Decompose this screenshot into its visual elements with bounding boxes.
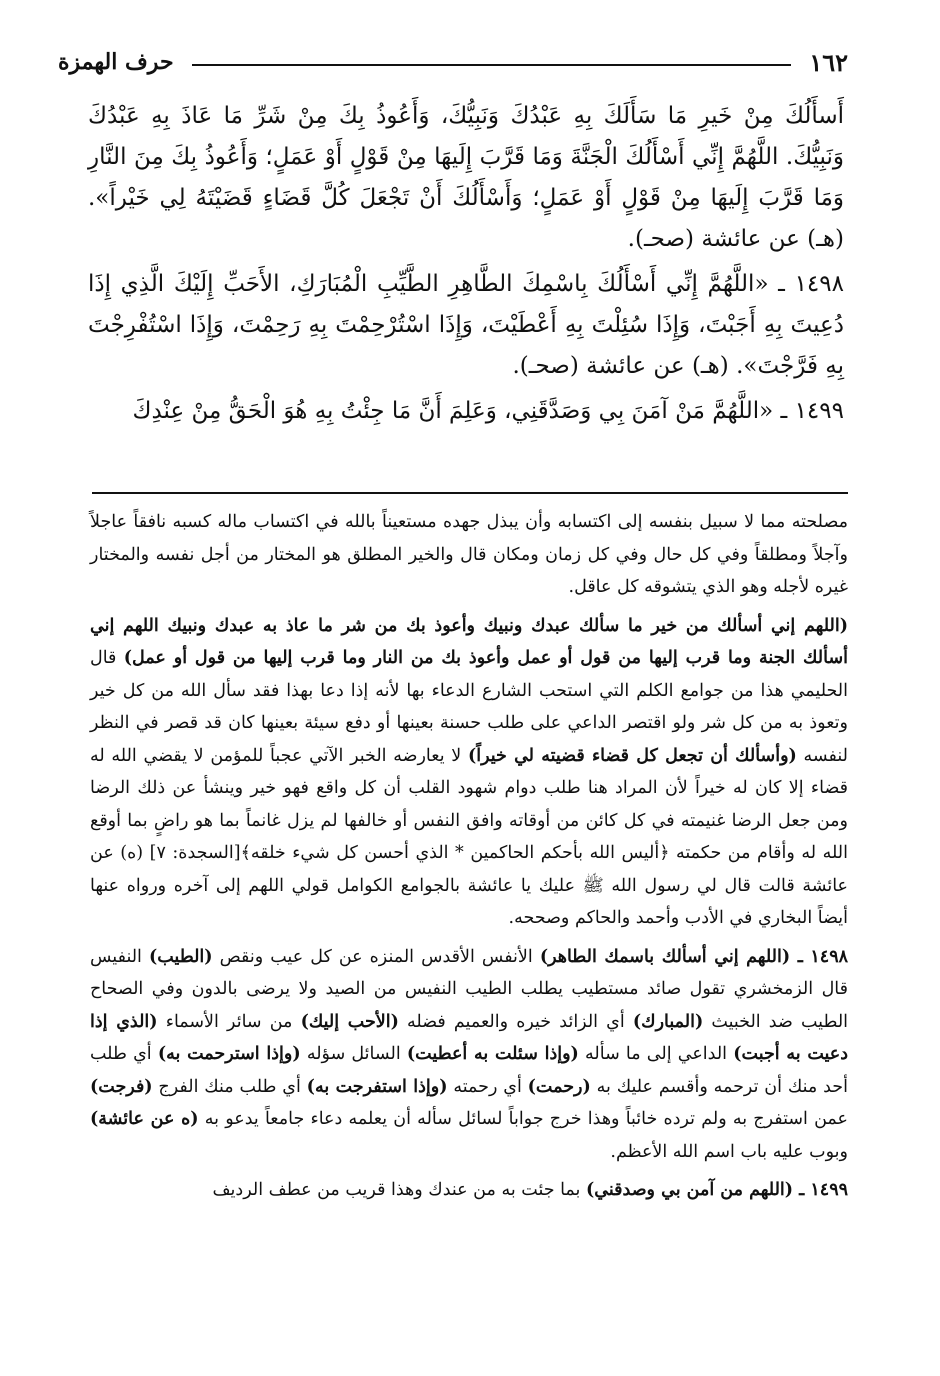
commentary-text: لا يعارضه الخبر الآتي عجباً للمؤمن لا يقضي الله له قضاء إلا كان له خيراً لأن المراد هنا طلب دوام شهود القلب أن كل واقع فهو خير وينشأ عن ذلك الرضا ومن جعل الرضا غنيمته في كل كائن من أوقاته وافق النفس أو خالفها لم يزل غانماً بما هو راضٍ بما أوقع الله له وأقام من حكمته ﴿أليس الله بأحكم الحاكمين * الذي أحسن كل شيء خلقه﴾[السجدة: ٧] (ه) عن عائشة قالت قال لي رسول الله ﷺ عليك يا عائشة بالجوامع الكوامل قولي اللهم إلى آخره ورواه عنها أيضاً البخاري في الأدب وأحمد والحاكم وصححه.	[90, 745, 849, 928]
commentary-text: الأنفس الأقدس المنزه عن كل عيب ونقص	[212, 946, 540, 967]
commentary-text: النفيس قال الزمخشري تقول صائد مستطيب يطلب الطيب النفيس من الصيد ولا يرضى بالدون وفي الصحاح الطيب ضد الخبيث	[90, 946, 849, 1032]
commentary-paragraph-1: مصلحته مما لا سبيل بنفسه إلى اكتسابه وأن يبذل جهده مستعيناً بالله في اكتساب ماله كسبه نافقاً عاجلاً وآجلاً ومطلقاً وفي كل حال وفي كل زمان ومكان قال والخير المطلق هو المختار من أجل نفسه والمختار غيره لأجله وهو الذي يتشوقه كل عاقل.	[90, 512, 848, 597]
quoted-hadith: (وإذا سئلت به أعطيت)	[406, 1044, 579, 1064]
quoted-hadith: (وإذا استرحمت به)	[157, 1044, 301, 1064]
commentary-text: من سائر الأسماء	[157, 1011, 301, 1032]
page-header	[58, 44, 848, 80]
hadith-paragraph-1498: ١٤٩٨ ـ «اللَّهُمَّ إِنِّي أَسْأَلُكَ بِاسْمِكَ الطَّاهِرِ الطَّيِّبِ الْمُبَارَكِ، الأَحَبِّ إِلَيْكَ الَّذِي إِذَا دُعِيتَ بِهِ أَجَبْتَ، وَإِذَا سُئِلْتَ بِهِ أَعْطَيْتَ، وَإِذَا اسْتُرْحِمْتَ بِهِ رَحِمْتَ، وَإِذَا اسْتُفْرِجْتَ بِهِ فَرَّجْتَ». (هـ) عن عائشة (صحـ).	[88, 271, 844, 379]
quoted-hadith: (المبارك)	[632, 1011, 704, 1032]
commentary-paragraph-1498	[90, 941, 848, 1169]
hadith-paragraph-1499: ١٤٩٩ ـ «اللَّهُمَّ مَنْ آمَنَ بِي وَصَدَّقَنِي، وَعَلِمَ أَنَّ مَا جِئْتُ بِهِ هُوَ الْحَقُّ مِنْ عِنْدِكَ	[132, 398, 844, 424]
quoted-hadith: (الطيب)	[148, 946, 213, 967]
quoted-hadith: (رحمت)	[527, 1076, 591, 1097]
commentary-paragraph-2	[90, 610, 848, 935]
commentary-text: أي طلب أحد منك أن ترحمه وأقسم عليك به	[90, 1044, 848, 1097]
quoted-hadith: (الذي إذا دعيت به أجبت)	[90, 1011, 849, 1064]
quoted-hadith: (اللهم من آمن بي وصدقني)	[586, 1180, 794, 1200]
quoted-hadith: (اللهم إني أسألك من خير ما سألك عبدك ونبيك وأعوذ بك من شر ما عاذ به عبدك ونبيك اللهم إني أسألك الجنة وما قرب إليها من قول أو عمل وأعوذ بك من النار وما قرب إليها من قول أو عمل)	[90, 615, 848, 668]
quoted-hadith: (الأحب إليك)	[300, 1011, 399, 1032]
quoted-hadith: (اللهم إني أسألك باسمك الطاهر)	[539, 946, 791, 967]
commentary-text: الداعي إلى ما سأله	[578, 1044, 734, 1064]
footnote-separator	[92, 492, 848, 494]
quoted-hadith: (وإذا استفرجت به)	[306, 1076, 448, 1097]
quoted-hadith: (وأسألك أن تجعل كل قضاء قضيته لي خيراً)	[467, 745, 797, 766]
chapter-title: حرف الهمزة	[58, 49, 174, 75]
header-rule	[192, 64, 792, 66]
commentary-text: السائل سؤله	[300, 1044, 407, 1064]
commentary-text: بما جئت به من عندك وهذا قريب من عطف الرديف	[212, 1180, 586, 1200]
quoted-hadith: (فرجت)	[90, 1076, 153, 1097]
hadith-number: ١٤٩٨ ـ	[790, 946, 849, 967]
commentary-text: أي الزائد خيره والعميم فضله	[398, 1011, 633, 1032]
commentary-text: قال الحليمي هذا من جوامع الكلم التي استحب الشارع الدعاء بها لأنه إذا دعا بهذا فقد سأل الله من كل خير وتعوذ به من كل شر ولو اقتصر الداعي على طلب حسنة بعينها أو دفع سيئة بعينها كان قد قصر في النظر لنفسه	[90, 648, 848, 766]
commentary-text: أي رحمته	[447, 1076, 528, 1097]
commentary-text: وبوب عليه باب اسم الله الأعظم.	[610, 1141, 848, 1162]
hadith-paragraph-1: أَسأَلُكَ مِنْ خَيرِ مَا سَأَلَكَ بِهِ عَبْدُكَ وَنَبِيُّكَ، وَأَعُوذُ بِكَ مِنْ شَرِّ مَا عَاذَ بِهِ عَبْدُكَ وَنَبِيُّكَ. اللَّهُمَّ إِنِّي أَسْأَلُكَ الْجَنَّةَ وَمَا قَرَّبَ إِلَيهَا مِنْ قَوْلٍ أَوْ عَمَلٍ؛ وَأَعُوذُ بِكَ مِنَ النَّارِ وَمَا قَرَّبَ إِلَيهَا مِنْ قَوْلٍ أَوْ عَمَلٍ؛ وَأَسْأَلُكَ أَنْ تَجْعَلَ كُلَّ قَضَاءٍ قَضَيْتَهُ لِي خَيْراً». (هـ) عن عائشة (صحـ).	[88, 103, 844, 252]
quoted-hadith: (ه عن عائشة)	[90, 1109, 199, 1129]
commentary	[90, 506, 848, 1213]
hadith-text	[88, 96, 844, 436]
commentary-text: أي طلب منك الفرج	[152, 1076, 307, 1097]
hadith-number: ١٤٩٩ ـ	[793, 1180, 848, 1200]
page-number: ١٦٢	[809, 47, 848, 77]
commentary-paragraph-1499	[90, 1174, 848, 1207]
commentary-text: عمن استفرج به ولم ترده خائباً وهذا خرج جواباً لسائل سأله أن يعلمه دعاء جامعاً يدعو به	[198, 1109, 848, 1129]
